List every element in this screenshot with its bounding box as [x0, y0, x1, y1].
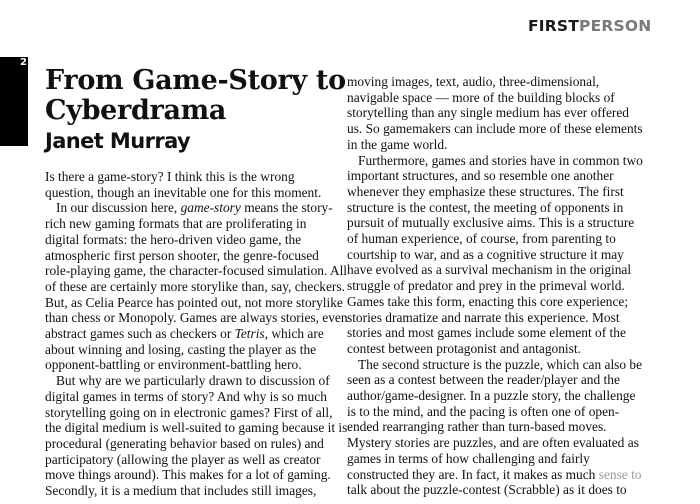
text-line: digital games in terms of story? And why is so much — [45, 388, 327, 404]
text-line: about winning and losing, casting the player as the — [45, 341, 317, 357]
text-line: storytelling going on in electronic games? First of all, — [45, 404, 333, 420]
text-line: important structures, and so resemble one another — [347, 168, 614, 184]
text-line: us. So gamemakers can include more of these elements — [347, 121, 643, 137]
text-line: pursuit of mutually exclusive aims. This is a structure — [347, 215, 635, 231]
text-line: whenever they emphasize these structures. The first — [347, 183, 624, 199]
article-author: Janet Murray — [45, 129, 191, 153]
text-line: Mystery stories are puzzles, and are often evaluated as — [347, 435, 639, 451]
text-line — [347, 466, 642, 483]
text-segment: constructed they are. In fact, it makes as much — [347, 466, 599, 482]
text-line: Furthermore, games and stories have in common two — [358, 152, 643, 168]
text-line: question, though an inevitable one for this moment. — [45, 184, 322, 200]
brand-first: FIRST — [528, 17, 580, 35]
text-line: games in terms of how challenging and fairly — [347, 450, 590, 466]
text-line: But, as Celia Pearce has pointed out, not more storylike — [45, 294, 343, 310]
text-line: Secondly, it is a medium that includes still images, — [45, 483, 317, 499]
text-line: atmospheric first person shooter, the genre-focused — [45, 247, 319, 263]
text-line: author/game-designer. In a puzzle story, the challenge — [347, 388, 636, 404]
article-title — [45, 65, 346, 126]
text-line: rich new gaming formats that are proliferating in — [45, 216, 307, 232]
right-column — [347, 74, 643, 498]
chapter-tab — [0, 57, 28, 146]
text-segment: means the story- — [240, 200, 333, 216]
text-line: digital formats: the hero-driven video game, the — [45, 231, 302, 247]
text-line: than chess or Monopoly. Games are always stories, even — [45, 310, 348, 326]
text-line: in the game world. — [347, 136, 448, 152]
text-line: moving images, text, audio, three-dimensional, — [347, 74, 600, 89]
brand-second: PERSON — [579, 17, 652, 35]
title-line-1: From Game-Story to — [45, 65, 346, 96]
title-line-2: Cyberdrama — [45, 95, 227, 126]
text-line: have evolved as a survival mechanism in the original — [347, 262, 632, 278]
text-line: stories dramatize and narrate this experience. Most — [347, 309, 620, 325]
text-line: procedural (generating behavior based on rules) and — [45, 435, 324, 451]
text-line: struggle of predator and prey in the primeval world. — [347, 278, 625, 294]
text-line: move things around). This makes for a lot of gaming. — [45, 467, 331, 483]
text-segment: , which are — [264, 326, 324, 342]
text-line — [45, 326, 335, 342]
text-line: courtship to war, and as a cognitive structure it may — [347, 246, 624, 262]
italic-term: Tetris — [234, 326, 265, 342]
text-line: participatory (allowing the player as well as creator — [45, 451, 321, 467]
text-line: of these are certainly more storylike than, say, checkers. — [45, 278, 345, 294]
text-segment: In our discussion here, — [56, 200, 181, 216]
text-segment: abstract games such as checkers or — [45, 326, 235, 342]
text-line: the digital medium is well-suited to gaming because it is — [45, 420, 348, 436]
text-line: of human experience, of course, from parenting to — [347, 231, 616, 247]
left-column — [45, 169, 348, 499]
text-line: The second structure is the puzzle, which can also be — [358, 356, 643, 372]
text-line: navigable space — more of the building blocks of — [347, 89, 615, 105]
text-line: contest between protagonist and antagonist. — [347, 340, 581, 356]
text-line: talk about the puzzle-contest (Scrabble) as it does to — [347, 482, 627, 498]
text-line: opponent-battling or environment-battling hero. — [45, 357, 302, 373]
italic-term: game-story — [180, 200, 241, 216]
chapter-number: 2 — [20, 57, 27, 68]
text-line: ended rearranging rather than turn-based moves. — [347, 419, 607, 435]
faded-text: sense to — [598, 466, 642, 482]
text-line: structure is the contest, the meeting of opponents in — [347, 199, 624, 215]
text-line: role-playing game, the character-focused simulation. All — [45, 263, 348, 279]
text-line: seen as a contest between the reader/player and the — [347, 372, 620, 388]
text-line: But why are we particularly drawn to discussion of — [56, 373, 330, 389]
text-line — [45, 200, 335, 216]
text-line: Games take this form, enacting this core experience; — [347, 293, 629, 309]
article-heading — [45, 65, 346, 154]
text-line: Is there a game-story? I think this is the wrong — [45, 169, 295, 184]
text-line: is to the mind, and the pacing is often one of open- — [347, 403, 620, 419]
text-line: storytelling than any single medium has ever offered — [347, 105, 629, 121]
text-line: stories and most games include some element of the — [347, 325, 626, 341]
magazine-brand — [528, 17, 651, 35]
